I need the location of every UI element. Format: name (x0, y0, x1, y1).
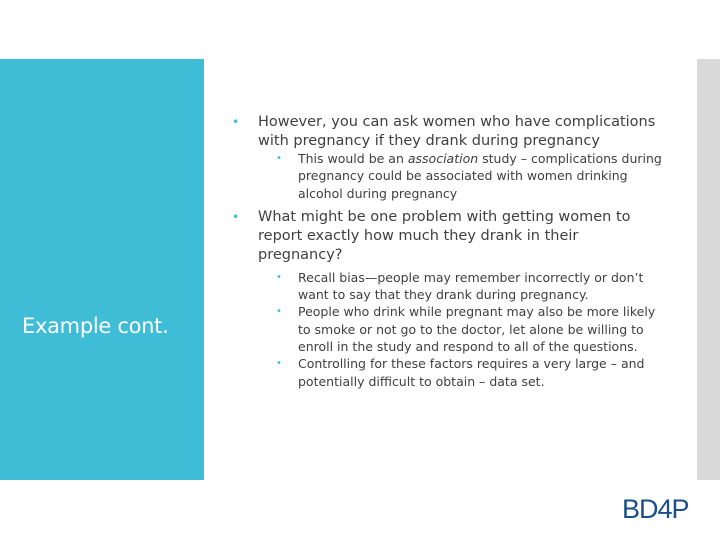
sub-bullet-text-post: study – complications during pregnancy could be associated with women drinking alcohol during pregnancy (298, 151, 662, 201)
sub-bullet-2-1 (232, 269, 662, 304)
sub-bullet-text: Controlling for these factors requires a very large – and potentially difficult to obtain – data set. (298, 356, 645, 389)
slide-content (232, 113, 662, 390)
sub-bullet-2-2 (232, 303, 662, 355)
bullet-dot-icon: • (232, 115, 240, 129)
bullet-dot-icon: • (276, 358, 282, 370)
bullet-dot-icon: • (232, 209, 240, 224)
logo-text: BD4P (622, 494, 689, 524)
bullet-1 (232, 113, 662, 151)
slide-title: Example cont. (22, 314, 169, 338)
sub-bullet-text: People who drink while pregnant may also be more likely to smoke or not go to the doctor, let alone be willing to enroll in the study and respond to all of the questions. (298, 304, 656, 355)
bd4p-logo (622, 494, 688, 524)
bullet-1-text: However, you can ask women who have complications with pregnancy if they drank during pregnancy (258, 114, 656, 149)
bullet-dot-icon: • (276, 306, 282, 318)
sub-bullet-2-3 (232, 355, 662, 390)
right-side-bar (697, 59, 720, 480)
sub-bullet-text: Recall bias—people may remember incorrectly or don’t want to say that they drank during pregnancy. (298, 269, 644, 303)
bullet-dot-icon: • (276, 153, 282, 164)
bullet-2 (232, 208, 662, 265)
bullet-2-text: What might be one problem with getting women to report exactly how much they drank in their pregnancy? (258, 208, 631, 263)
sub-bullet-text-emphasis: association (407, 151, 479, 166)
bullet-dot-icon: • (276, 271, 282, 283)
sub-bullet-text-pre: This would be an (298, 151, 408, 166)
title-panel (0, 59, 204, 480)
sub-bullet-1-1 (232, 150, 662, 202)
